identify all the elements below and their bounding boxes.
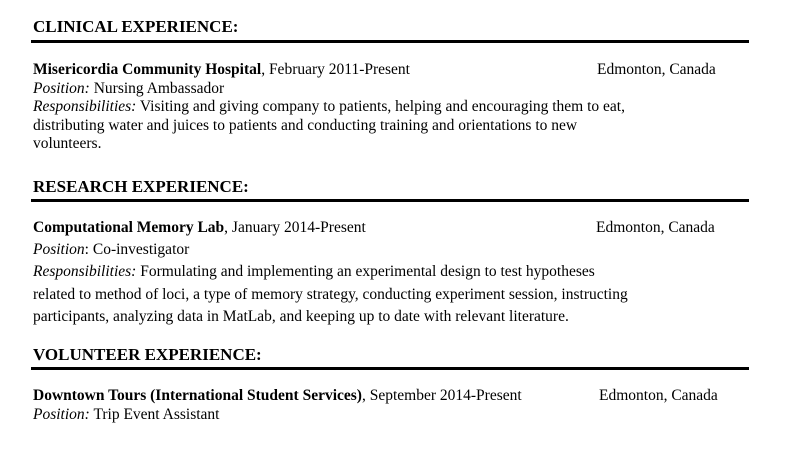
volunteer-position <box>33 405 219 424</box>
volunteer-dates: , September 2014-Present <box>361 387 522 404</box>
volunteer-location: Edmonton, Canada <box>599 387 718 404</box>
position-value: Trip Event Assistant <box>89 406 220 423</box>
clinical-section-title: CLINICAL EXPERIENCE: <box>33 17 239 36</box>
responsibilities-text: Visiting and giving company to patients, helping and encouraging them to eat, <box>136 98 625 115</box>
research-dates: , January 2014-Present <box>224 219 366 236</box>
clinical-dates: , February 2011-Present <box>261 61 410 78</box>
section-divider <box>31 199 749 202</box>
research-responsibilities-line-3: participants, analyzing data in MatLab, and keeping up to date with relevant literature. <box>33 308 569 325</box>
position-value: Nursing Ambassador <box>89 80 225 97</box>
section-divider <box>31 367 749 370</box>
clinical-responsibilities-line-3: volunteers. <box>33 135 102 152</box>
clinical-location: Edmonton, Canada <box>597 61 716 78</box>
clinical-entry-heading <box>33 60 410 79</box>
clinical-position <box>33 79 224 98</box>
section-divider <box>31 40 749 43</box>
position-value: : Co-investigator <box>84 241 190 258</box>
responsibilities-text: Formulating and implementing an experimental design to test hypotheses <box>136 263 595 280</box>
research-organization: Computational Memory Lab <box>33 219 225 236</box>
clinical-organization: Misericordia Community Hospital <box>33 61 262 78</box>
research-location: Edmonton, Canada <box>596 219 715 236</box>
position-label: Position: <box>33 80 90 97</box>
research-section-title: RESEARCH EXPERIENCE: <box>33 177 249 196</box>
clinical-responsibilities-line-1 <box>33 97 625 116</box>
responsibilities-label: Responsibilities: <box>33 98 137 115</box>
position-label: Position: <box>33 406 90 423</box>
responsibilities-label: Responsibilities: <box>33 263 137 280</box>
volunteer-section-title: VOLUNTEER EXPERIENCE: <box>33 345 262 364</box>
research-entry-heading <box>33 218 366 237</box>
research-responsibilities-line-2: related to method of loci, a type of memory strategy, conducting experiment session, instructing <box>33 286 628 303</box>
research-responsibilities-line-1 <box>33 262 595 281</box>
volunteer-organization: Downtown Tours (International Student Services) <box>33 387 362 404</box>
research-position <box>33 240 189 259</box>
position-label: Position <box>33 241 85 258</box>
clinical-responsibilities-line-2: distributing water and juices to patients and conducting training and orientations to new <box>33 117 578 134</box>
volunteer-entry-heading <box>33 386 522 405</box>
